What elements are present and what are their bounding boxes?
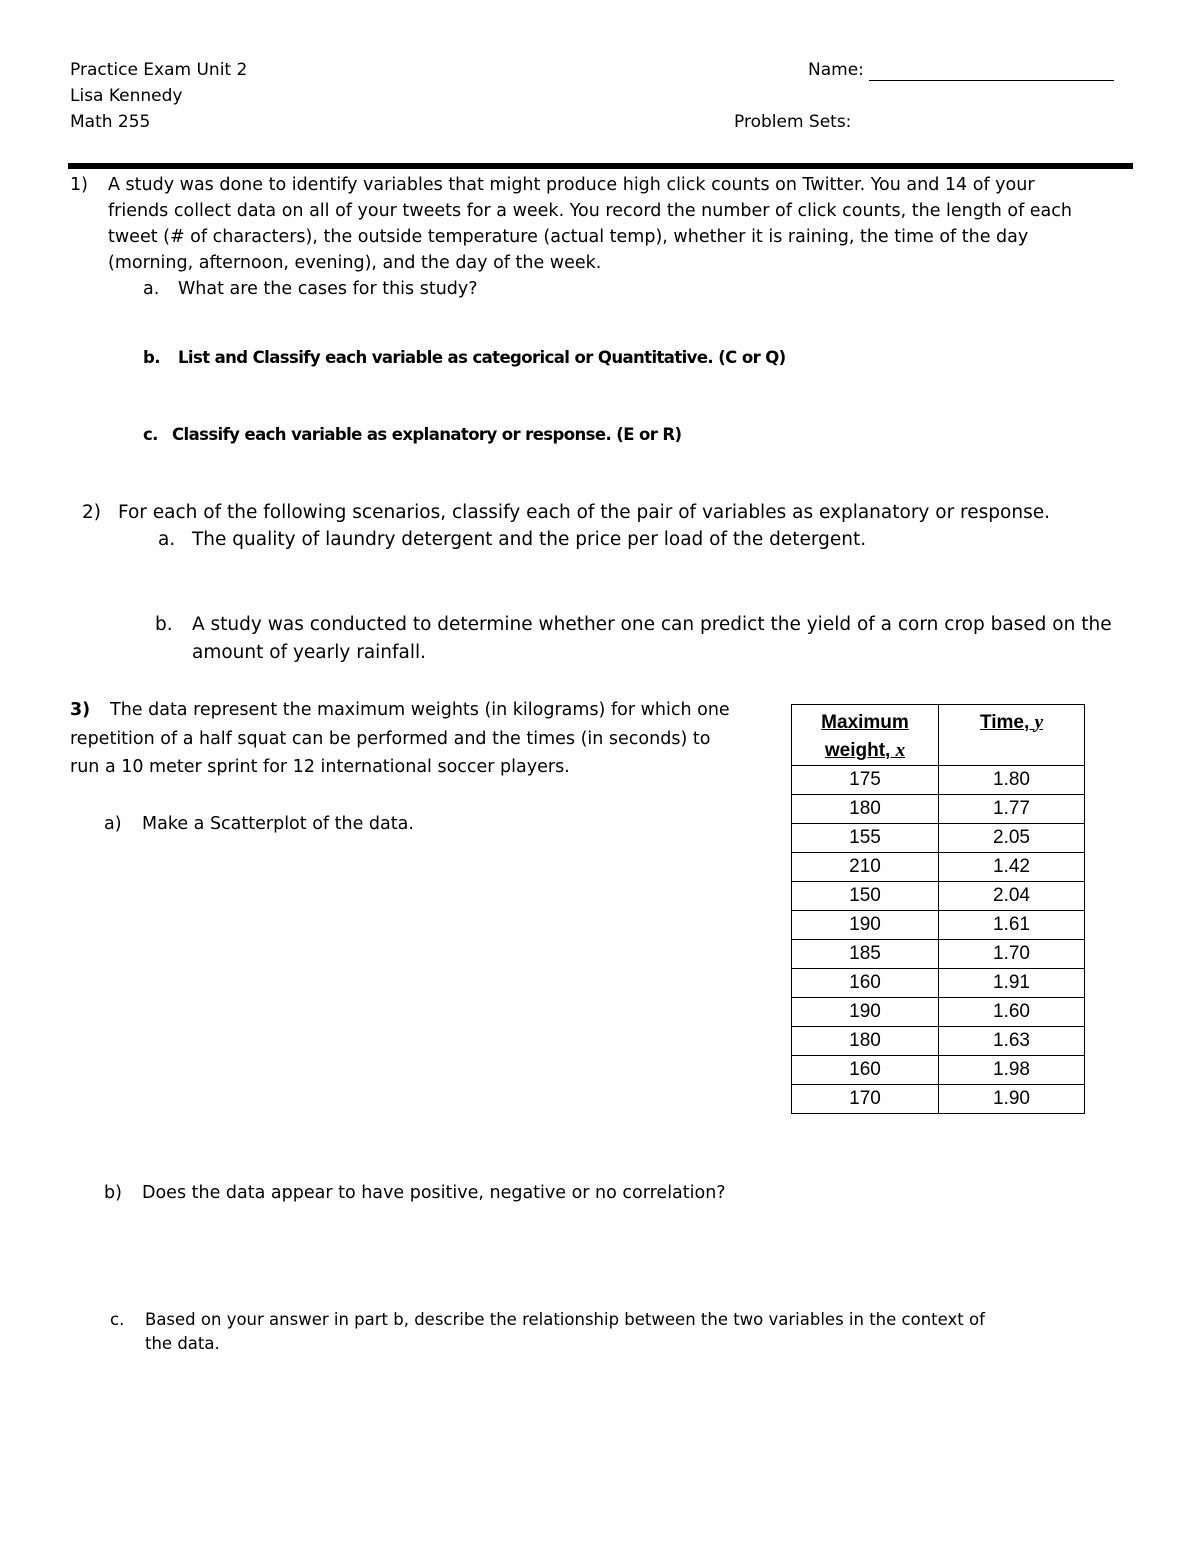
q1c-text: Classify each variable as explanatory or response. (E or R)	[172, 425, 682, 444]
name-blank-line[interactable]	[869, 80, 1114, 81]
q3a-text: Make a Scatterplot of the data.	[142, 814, 414, 834]
q3c-text-line-1: Based on your answer in part b, describe the relationship between the two variables in the context of	[145, 1310, 985, 1329]
weight-cell: 160	[792, 969, 939, 998]
table-row	[792, 940, 1085, 969]
q1-text-line-3: tweet (# of characters), the outside temperature (actual temp), whether it is raining, the time of the day	[108, 227, 1029, 247]
time-cell: 1.63	[939, 1027, 1085, 1056]
problem-sets-label: Problem Sets:	[734, 112, 852, 132]
time-cell: 2.04	[939, 882, 1085, 911]
weight-cell: 170	[792, 1085, 939, 1114]
table-row	[792, 998, 1085, 1027]
time-cell: 1.98	[939, 1056, 1085, 1085]
time-cell: 1.60	[939, 998, 1085, 1027]
column-header-y-var: y	[1034, 712, 1043, 733]
table-row	[792, 824, 1085, 853]
column-header-time-label: Time,	[980, 712, 1035, 733]
q3c-label: c.	[110, 1310, 125, 1329]
time-cell: 2.05	[939, 824, 1085, 853]
q2b-text-line-2: amount of yearly rainfall.	[192, 642, 427, 663]
q2b-label: b.	[155, 614, 173, 635]
table-header-row	[792, 705, 1085, 766]
instructor-name: Lisa Kennedy	[70, 86, 183, 106]
q1a-label: a.	[143, 279, 160, 299]
q3b-text: Does the data appear to have positive, negative or no correlation?	[142, 1183, 726, 1203]
q3c-text-line-2: the data.	[145, 1334, 220, 1353]
time-cell: 1.42	[939, 853, 1085, 882]
table-row	[792, 911, 1085, 940]
weight-cell: 160	[792, 1056, 939, 1085]
table-row	[792, 795, 1085, 824]
weight-cell: 155	[792, 824, 939, 853]
table-row	[792, 969, 1085, 998]
column-header-x-var: x	[895, 740, 906, 761]
table-row	[792, 1056, 1085, 1085]
q3-text-line-3: run a 10 meter sprint for 12 international soccer players.	[70, 757, 570, 777]
q2-text: For each of the following scenarios, classify each of the pair of variables as explanatory or response.	[118, 502, 1050, 523]
q1-text-line-4: (morning, afternoon, evening), and the day of the week.	[108, 253, 602, 273]
time-cell: 1.80	[939, 766, 1085, 795]
header-divider	[68, 163, 1133, 169]
table-row	[792, 1085, 1085, 1114]
column-header-line-2	[792, 737, 938, 765]
weight-cell: 180	[792, 1027, 939, 1056]
q2b-text-line-1: A study was conducted to determine whether one can predict the yield of a corn crop based on the	[192, 614, 1112, 635]
q1c-label: c.	[143, 425, 158, 444]
column-header-weight-label: weight,	[824, 740, 896, 761]
column-header-line-1: Maximum	[821, 712, 909, 733]
q3-text-line-1: The data represent the maximum weights (in kilograms) for which one	[110, 700, 730, 720]
table-row	[792, 1027, 1085, 1056]
time-cell: 1.77	[939, 795, 1085, 824]
table-row	[792, 853, 1085, 882]
q2-number: 2)	[82, 502, 101, 523]
weight-cell: 180	[792, 795, 939, 824]
q1-number: 1)	[70, 175, 88, 195]
weight-cell: 150	[792, 882, 939, 911]
q3-text-line-2: repetition of a half squat can be performed and the times (in seconds) to	[70, 729, 711, 749]
weight-cell: 190	[792, 911, 939, 940]
name-label: Name:	[808, 60, 864, 80]
q3-number: 3)	[70, 700, 91, 720]
q1-text-line-1: A study was done to identify variables that might produce high click counts on Twitter. You and 14 of your	[108, 175, 1035, 195]
weight-cell: 185	[792, 940, 939, 969]
q2a-text: The quality of laundry detergent and the price per load of the detergent.	[192, 529, 867, 550]
q3b-label: b)	[104, 1183, 122, 1203]
q1b-label: b.	[143, 348, 160, 367]
weight-cell: 175	[792, 766, 939, 795]
q1-text-line-2: friends collect data on all of your tweets for a week. You record the number of click counts, the length of each	[108, 201, 1072, 221]
data-table	[791, 704, 1085, 1114]
weight-cell: 190	[792, 998, 939, 1027]
column-header-time	[939, 705, 1085, 766]
q1a-text: What are the cases for this study?	[178, 279, 478, 299]
time-cell: 1.61	[939, 911, 1085, 940]
exam-title: Practice Exam Unit 2	[70, 60, 248, 80]
table-row	[792, 882, 1085, 911]
table-row	[792, 766, 1085, 795]
time-cell: 1.70	[939, 940, 1085, 969]
time-cell: 1.90	[939, 1085, 1085, 1114]
column-header-max-weight	[792, 705, 939, 766]
weight-cell: 210	[792, 853, 939, 882]
time-cell: 1.91	[939, 969, 1085, 998]
q3a-label: a)	[104, 814, 122, 834]
q2a-label: a.	[158, 529, 176, 550]
q1b-text: List and Classify each variable as categorical or Quantitative. (C or Q)	[178, 348, 786, 367]
column-header-time-line	[939, 709, 1084, 737]
course-name: Math 255	[70, 112, 151, 132]
